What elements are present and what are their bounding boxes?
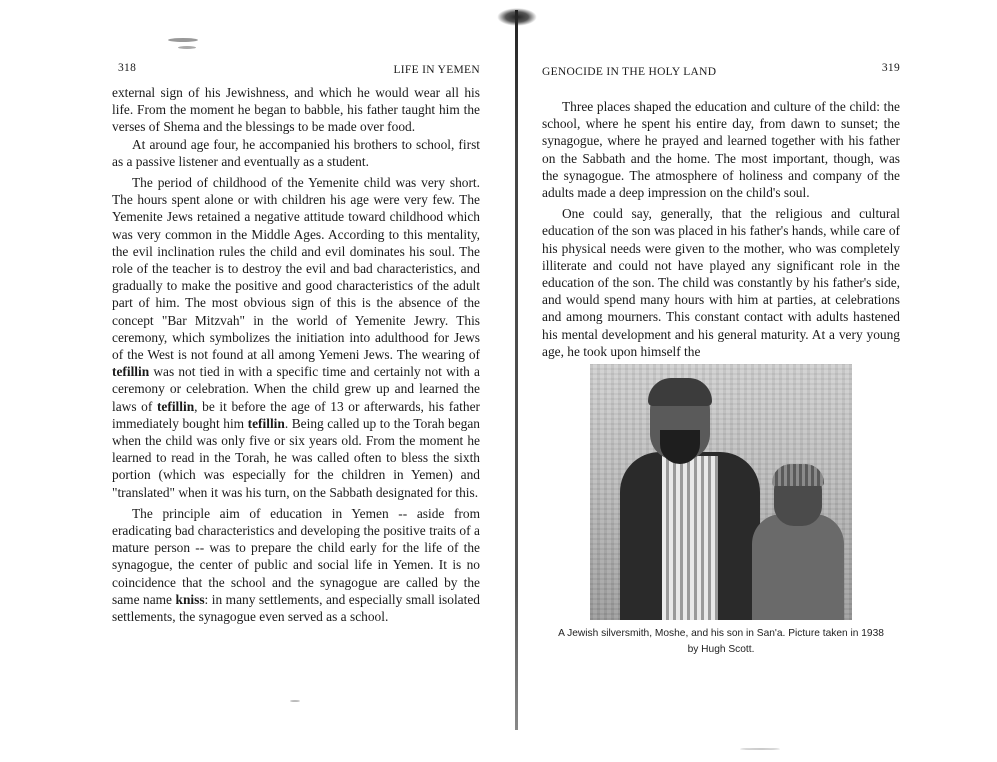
caption-line: by Hugh Scott. — [687, 644, 755, 656]
left-running-head — [112, 62, 480, 84]
right-page — [542, 62, 900, 658]
scan-speck — [290, 700, 300, 702]
paragraph: The period of childhood of the Yemenite child was very short. The hours spent alone or with children his age were very few. The Yemenite Jews retained a negative attitude toward childhood which was very common in the Middle Ages. According to this mentality, the evil inclination rules the child and evil dominates his soul. The role of the teacher is to destroy the evil and bad characteristics, and gradually to make the positive and good characteristics of the adult part of him. The most obvious sign of this is the absence of the concept "Bar Mitzvah" in the world of Yemenite Jewry. This ceremony, which symbolizes the initiation into adulthood for Jews of the West is not found at all among Yemeni Jews. The wearing of tefillin was not tied in with a specific time and certainly not with a ceremony or celebration. When the child grew up and learned the laws of tefillin, be it before the age of 13 or afterwards, his father immediately bought him tefillin. Being called up to the Torah began when the child was only five or six years old. From the moment he learned to read in the Torah, he was called often to bless the sixth portion (which was especially for the children in Yemen) and "translated" when it was his turn, on the Sabbath designated for this. — [112, 175, 480, 500]
book-gutter — [515, 10, 518, 730]
scan-speck — [168, 38, 198, 42]
scan-speck — [740, 748, 780, 750]
right-page-number: 319 — [881, 62, 900, 74]
emphasis: tefillin — [156, 398, 195, 414]
left-body-text — [112, 84, 480, 625]
left-page-number: 318 — [118, 62, 137, 74]
paragraph: external sign of his Jewishness, and which he would wear all his life. From the moment he began to babble, his father taught him the verses of Shema and the blessings to be made over food. — [112, 85, 480, 135]
paragraph: Three places shaped the education and culture of the child: the school, where he spent his entire day, from dawn to sunset; the synagogue, where he prayed and learned together with his father on the Sabbath and the home. The most important, though, was the synagogue. The atmosphere of holiness and company of the adults made a deep impression on the child's soul. — [542, 99, 900, 201]
paragraph: At around age four, he accompanied his brothers to school, first as a passive listener and eventually as a student. — [112, 136, 480, 169]
emphasis: tefillin — [112, 364, 150, 380]
photo-man-shirt — [662, 456, 718, 620]
right-running-title: GENOCIDE IN THE HOLY LAND — [542, 66, 717, 78]
photograph-silversmith-and-son — [590, 364, 852, 620]
left-running-title: LIFE IN YEMEN — [393, 64, 480, 76]
paragraph: The principle aim of education in Yemen -- aside from eradicating bad characteristics and developing the positive traits of a mature person -- was to prepare the child early for the life of the synagogue, the center of public and social life in Yemen. It is no coincidence that the school and the synagogue are called by the same name kniss: in many settlements, and especially small isolated settlements, the synagogue even served as a school. — [112, 505, 480, 625]
right-body-text — [542, 98, 900, 360]
photo-caption — [542, 626, 900, 658]
photo-man-cap — [648, 378, 712, 406]
paragraph: One could say, generally, that the religious and cultural education of the son was placed in his father's hands, while care of his physical needs were given to the mother, who was completely illiterate and could not have played any significant role in the education of the son. The child was constantly by his father's side, and would spend many hours with him at parties, at celebrations and among mourners. This constant contact with adults hastened his mental development and his general maturity. At a very young age, he took upon himself the — [542, 206, 900, 359]
photo-boy-figure — [752, 514, 844, 620]
scan-speck — [178, 46, 196, 49]
photo-boy-cap — [772, 464, 824, 486]
emphasis: tefillin — [247, 415, 285, 431]
caption-line: A Jewish silversmith, Moshe, and his son in San'a. Picture taken in 1938 — [558, 628, 884, 640]
left-page — [112, 62, 480, 625]
emphasis: kniss — [175, 591, 205, 607]
right-running-head — [542, 62, 900, 84]
